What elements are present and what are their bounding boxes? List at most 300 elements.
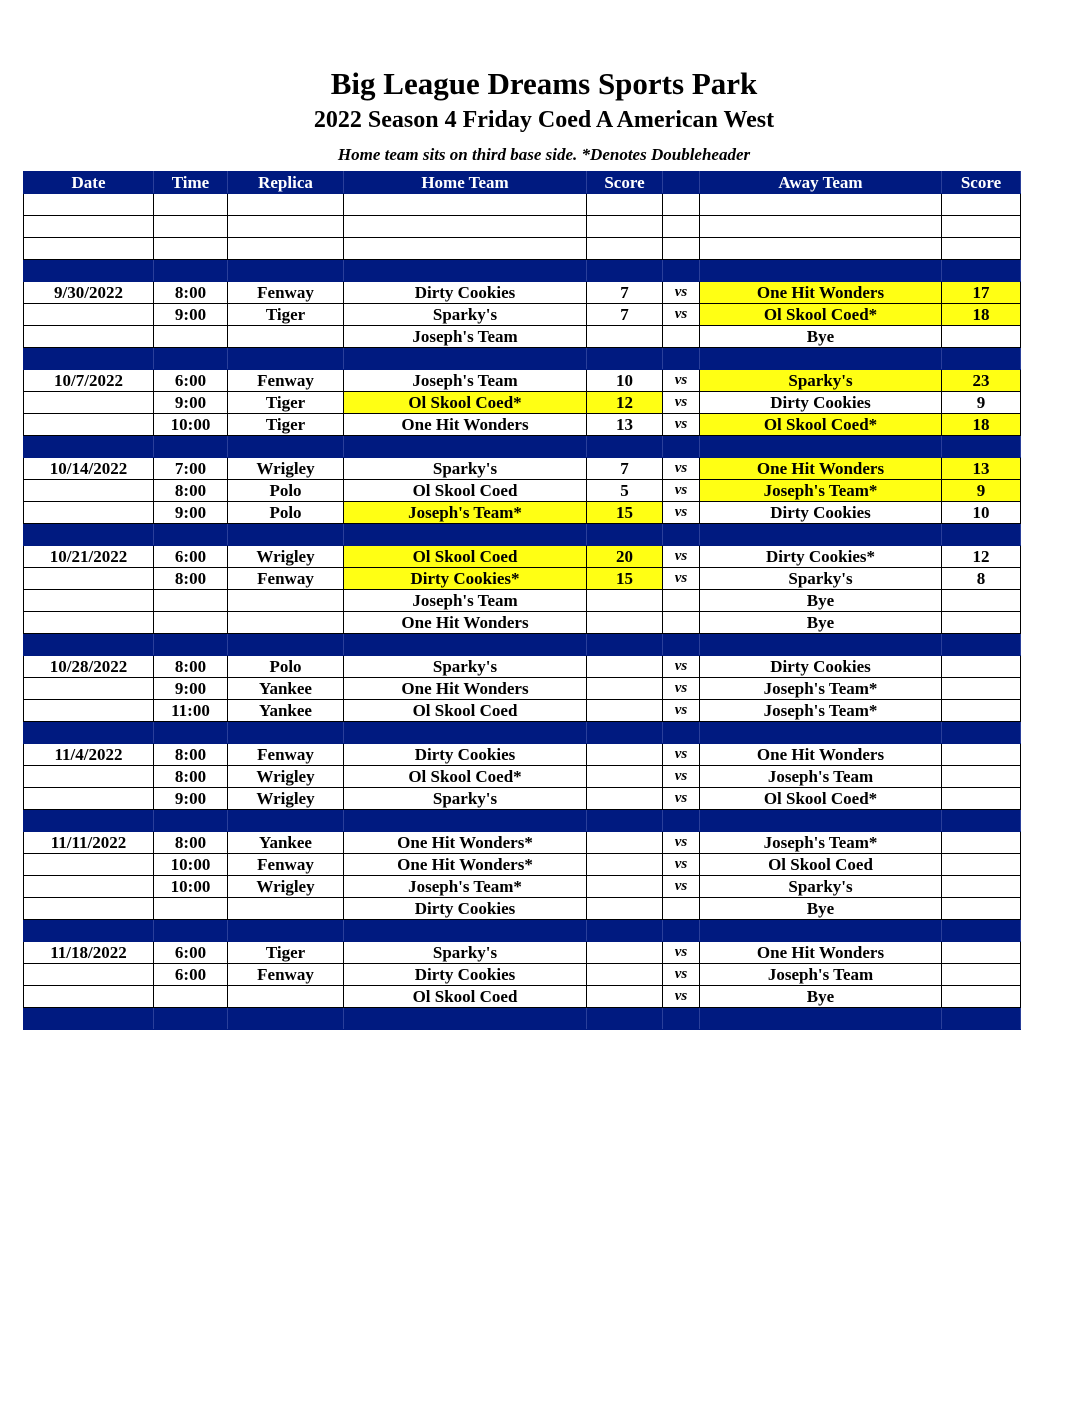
cell-vs bbox=[663, 590, 700, 612]
cell-vs: vs bbox=[663, 832, 700, 854]
cell-vs: vs bbox=[663, 678, 700, 700]
cell-vs: vs bbox=[663, 480, 700, 502]
cell-time: 6:00 bbox=[154, 370, 228, 392]
cell-vs bbox=[663, 612, 700, 634]
cell-vs: vs bbox=[663, 854, 700, 876]
cell-time: 8:00 bbox=[154, 832, 228, 854]
cell-away-team: Bye bbox=[700, 590, 942, 612]
cell-away-team bbox=[700, 810, 942, 832]
cell-time bbox=[154, 326, 228, 348]
cell-time: 6:00 bbox=[154, 942, 228, 964]
cell-away-team: One Hit Wonders bbox=[700, 744, 942, 766]
cell-home-team: Ol Skool Coed* bbox=[344, 392, 587, 414]
cell-away-score bbox=[942, 436, 1021, 458]
week-separator-row bbox=[24, 260, 1021, 282]
cell-date bbox=[24, 568, 154, 590]
cell-away-score bbox=[942, 898, 1021, 920]
cell-date: 9/30/2022 bbox=[24, 282, 154, 304]
cell-time bbox=[154, 524, 228, 546]
cell-replica bbox=[228, 194, 344, 216]
cell-home-score: 7 bbox=[587, 282, 663, 304]
cell-away-team: Dirty Cookies* bbox=[700, 546, 942, 568]
cell-replica: Wrigley bbox=[228, 788, 344, 810]
cell-time bbox=[154, 986, 228, 1008]
cell-away-score bbox=[942, 722, 1021, 744]
cell-away-team: Dirty Cookies bbox=[700, 656, 942, 678]
cell-date bbox=[24, 700, 154, 722]
cell-time: 6:00 bbox=[154, 546, 228, 568]
cell-home-score: 7 bbox=[587, 458, 663, 480]
cell-date: 11/11/2022 bbox=[24, 832, 154, 854]
cell-vs: vs bbox=[663, 656, 700, 678]
col-header-away-score: Score bbox=[942, 172, 1021, 194]
cell-home-team bbox=[344, 436, 587, 458]
cell-away-team bbox=[700, 722, 942, 744]
cell-date bbox=[24, 898, 154, 920]
game-row bbox=[24, 502, 1021, 524]
cell-away-team: Ol Skool Coed bbox=[700, 854, 942, 876]
cell-away-score bbox=[942, 1008, 1021, 1030]
cell-replica bbox=[228, 326, 344, 348]
cell-home-team bbox=[344, 722, 587, 744]
cell-time: 8:00 bbox=[154, 568, 228, 590]
cell-away-score bbox=[942, 260, 1021, 282]
cell-away-score bbox=[942, 964, 1021, 986]
cell-time bbox=[154, 722, 228, 744]
game-row bbox=[24, 568, 1021, 590]
cell-home-score bbox=[587, 436, 663, 458]
week-separator-row bbox=[24, 348, 1021, 370]
cell-time: 8:00 bbox=[154, 656, 228, 678]
cell-vs: vs bbox=[663, 788, 700, 810]
cell-replica: Polo bbox=[228, 480, 344, 502]
cell-away-team: Ol Skool Coed* bbox=[700, 414, 942, 436]
cell-vs bbox=[663, 722, 700, 744]
cell-home-team bbox=[344, 524, 587, 546]
cell-away-team: Joseph's Team* bbox=[700, 700, 942, 722]
cell-away-score: 23 bbox=[942, 370, 1021, 392]
cell-vs bbox=[663, 436, 700, 458]
cell-replica: Polo bbox=[228, 502, 344, 524]
cell-away-team: Ol Skool Coed* bbox=[700, 304, 942, 326]
col-header-home-score: Score bbox=[587, 172, 663, 194]
cell-away-score bbox=[942, 920, 1021, 942]
cell-date bbox=[24, 810, 154, 832]
cell-date: 11/4/2022 bbox=[24, 744, 154, 766]
cell-away-team bbox=[700, 436, 942, 458]
game-row bbox=[24, 766, 1021, 788]
cell-away-score bbox=[942, 238, 1021, 260]
cell-replica: Yankee bbox=[228, 832, 344, 854]
cell-replica bbox=[228, 722, 344, 744]
cell-date bbox=[24, 480, 154, 502]
cell-replica bbox=[228, 612, 344, 634]
cell-replica bbox=[228, 810, 344, 832]
cell-home-score bbox=[587, 1008, 663, 1030]
cell-away-team bbox=[700, 920, 942, 942]
cell-away-score bbox=[942, 678, 1021, 700]
cell-home-team: Ol Skool Coed bbox=[344, 546, 587, 568]
blank-row bbox=[24, 194, 1021, 216]
cell-replica bbox=[228, 260, 344, 282]
cell-away-score: 13 bbox=[942, 458, 1021, 480]
game-row bbox=[24, 282, 1021, 304]
cell-time: 8:00 bbox=[154, 744, 228, 766]
cell-home-score: 20 bbox=[587, 546, 663, 568]
cell-away-team: One Hit Wonders bbox=[700, 282, 942, 304]
schedule-note: Home team sits on third base side. *Denotes Doubleheader bbox=[337, 145, 751, 164]
cell-replica: Tiger bbox=[228, 942, 344, 964]
cell-away-score bbox=[942, 216, 1021, 238]
cell-time: 8:00 bbox=[154, 480, 228, 502]
cell-home-team bbox=[344, 1008, 587, 1030]
cell-home-team: Joseph's Team* bbox=[344, 876, 587, 898]
cell-home-score: 15 bbox=[587, 568, 663, 590]
cell-vs bbox=[663, 194, 700, 216]
cell-away-score bbox=[942, 766, 1021, 788]
cell-vs: vs bbox=[663, 876, 700, 898]
week-separator-row bbox=[24, 722, 1021, 744]
cell-home-team: Sparky's bbox=[344, 458, 587, 480]
cell-replica bbox=[228, 348, 344, 370]
cell-vs: vs bbox=[663, 986, 700, 1008]
cell-home-score bbox=[587, 788, 663, 810]
cell-away-score bbox=[942, 876, 1021, 898]
game-row bbox=[24, 656, 1021, 678]
cell-date bbox=[24, 524, 154, 546]
cell-home-score bbox=[587, 260, 663, 282]
cell-away-score bbox=[942, 942, 1021, 964]
cell-away-score: 17 bbox=[942, 282, 1021, 304]
cell-date bbox=[24, 260, 154, 282]
cell-date bbox=[24, 986, 154, 1008]
cell-away-team: Bye bbox=[700, 326, 942, 348]
cell-replica bbox=[228, 436, 344, 458]
cell-date bbox=[24, 788, 154, 810]
game-row bbox=[24, 964, 1021, 986]
cell-replica: Fenway bbox=[228, 964, 344, 986]
cell-vs bbox=[663, 260, 700, 282]
cell-vs: vs bbox=[663, 370, 700, 392]
page-title: Big League Dreams Sports Park bbox=[330, 66, 758, 101]
cell-away-team: Sparky's bbox=[700, 876, 942, 898]
cell-home-team bbox=[344, 920, 587, 942]
cell-vs: vs bbox=[663, 700, 700, 722]
week-separator-row bbox=[24, 436, 1021, 458]
cell-home-team: One Hit Wonders bbox=[344, 612, 587, 634]
cell-home-team: Sparky's bbox=[344, 942, 587, 964]
week-separator-row bbox=[24, 920, 1021, 942]
game-row bbox=[24, 458, 1021, 480]
cell-vs: vs bbox=[663, 414, 700, 436]
cell-time: 10:00 bbox=[154, 854, 228, 876]
cell-date: 11/18/2022 bbox=[24, 942, 154, 964]
cell-vs bbox=[663, 634, 700, 656]
cell-date: 10/14/2022 bbox=[24, 458, 154, 480]
cell-away-team: Bye bbox=[700, 986, 942, 1008]
cell-home-score bbox=[587, 612, 663, 634]
week-separator-row bbox=[24, 1008, 1021, 1030]
cell-away-score: 9 bbox=[942, 392, 1021, 414]
game-row bbox=[24, 546, 1021, 568]
cell-away-team bbox=[700, 216, 942, 238]
cell-home-team: Joseph's Team bbox=[344, 370, 587, 392]
cell-home-team: Ol Skool Coed bbox=[344, 480, 587, 502]
game-row bbox=[24, 744, 1021, 766]
cell-home-score bbox=[587, 348, 663, 370]
game-row bbox=[24, 898, 1021, 920]
cell-time bbox=[154, 612, 228, 634]
cell-away-team: Bye bbox=[700, 898, 942, 920]
cell-date bbox=[24, 326, 154, 348]
game-row bbox=[24, 480, 1021, 502]
cell-time: 10:00 bbox=[154, 414, 228, 436]
cell-date bbox=[24, 414, 154, 436]
cell-home-score bbox=[587, 194, 663, 216]
cell-replica: Fenway bbox=[228, 282, 344, 304]
cell-home-score bbox=[587, 898, 663, 920]
cell-home-score bbox=[587, 216, 663, 238]
cell-time: 9:00 bbox=[154, 788, 228, 810]
cell-date bbox=[24, 612, 154, 634]
cell-away-score bbox=[942, 700, 1021, 722]
cell-away-team: One Hit Wonders bbox=[700, 458, 942, 480]
cell-replica: Fenway bbox=[228, 744, 344, 766]
cell-home-score bbox=[587, 920, 663, 942]
cell-time: 9:00 bbox=[154, 502, 228, 524]
cell-vs: vs bbox=[663, 502, 700, 524]
cell-away-score: 8 bbox=[942, 568, 1021, 590]
cell-replica bbox=[228, 216, 344, 238]
cell-home-team: Sparky's bbox=[344, 788, 587, 810]
cell-vs: vs bbox=[663, 546, 700, 568]
cell-away-score bbox=[942, 656, 1021, 678]
cell-replica bbox=[228, 238, 344, 260]
cell-home-score: 13 bbox=[587, 414, 663, 436]
cell-home-team: One Hit Wonders bbox=[344, 678, 587, 700]
page-subtitle: 2022 Season 4 Friday Coed A American West bbox=[313, 107, 775, 133]
cell-date bbox=[24, 194, 154, 216]
cell-replica: Yankee bbox=[228, 678, 344, 700]
cell-date bbox=[24, 590, 154, 612]
cell-home-team: Dirty Cookies bbox=[344, 744, 587, 766]
cell-away-score bbox=[942, 634, 1021, 656]
cell-date bbox=[24, 238, 154, 260]
cell-home-score bbox=[587, 744, 663, 766]
cell-away-score bbox=[942, 832, 1021, 854]
cell-date bbox=[24, 876, 154, 898]
cell-away-score bbox=[942, 612, 1021, 634]
cell-vs bbox=[663, 348, 700, 370]
cell-away-team: Joseph's Team bbox=[700, 766, 942, 788]
cell-replica: Fenway bbox=[228, 854, 344, 876]
cell-time: 6:00 bbox=[154, 964, 228, 986]
cell-away-team: Dirty Cookies bbox=[700, 502, 942, 524]
cell-away-team bbox=[700, 238, 942, 260]
cell-date bbox=[24, 722, 154, 744]
game-row bbox=[24, 326, 1021, 348]
cell-home-team bbox=[344, 348, 587, 370]
cell-vs: vs bbox=[663, 282, 700, 304]
cell-vs: vs bbox=[663, 568, 700, 590]
cell-home-team bbox=[344, 260, 587, 282]
cell-home-score: 10 bbox=[587, 370, 663, 392]
cell-away-team bbox=[700, 348, 942, 370]
cell-time bbox=[154, 590, 228, 612]
cell-home-team bbox=[344, 194, 587, 216]
week-separator-row bbox=[24, 524, 1021, 546]
cell-away-team: Sparky's bbox=[700, 370, 942, 392]
schedule-table bbox=[23, 171, 1021, 1030]
cell-date bbox=[24, 436, 154, 458]
cell-date bbox=[24, 854, 154, 876]
cell-away-team bbox=[700, 260, 942, 282]
cell-time bbox=[154, 810, 228, 832]
cell-home-team: Sparky's bbox=[344, 656, 587, 678]
game-row bbox=[24, 678, 1021, 700]
cell-home-team: Joseph's Team* bbox=[344, 502, 587, 524]
game-row bbox=[24, 832, 1021, 854]
cell-away-team: Ol Skool Coed* bbox=[700, 788, 942, 810]
cell-home-score bbox=[587, 524, 663, 546]
schedule-body bbox=[24, 194, 1021, 1030]
cell-time: 9:00 bbox=[154, 392, 228, 414]
cell-away-team: Joseph's Team* bbox=[700, 678, 942, 700]
game-row bbox=[24, 986, 1021, 1008]
cell-away-team: Bye bbox=[700, 612, 942, 634]
game-row bbox=[24, 414, 1021, 436]
cell-replica: Tiger bbox=[228, 304, 344, 326]
cell-vs: vs bbox=[663, 744, 700, 766]
cell-date bbox=[24, 348, 154, 370]
cell-time bbox=[154, 238, 228, 260]
cell-vs bbox=[663, 1008, 700, 1030]
cell-home-score bbox=[587, 766, 663, 788]
cell-home-team: Ol Skool Coed bbox=[344, 986, 587, 1008]
game-row bbox=[24, 788, 1021, 810]
cell-away-score: 18 bbox=[942, 304, 1021, 326]
cell-home-team bbox=[344, 238, 587, 260]
cell-away-score bbox=[942, 524, 1021, 546]
header-row bbox=[24, 172, 1021, 194]
cell-time: 8:00 bbox=[154, 282, 228, 304]
cell-home-team bbox=[344, 634, 587, 656]
cell-date bbox=[24, 304, 154, 326]
cell-home-score bbox=[587, 700, 663, 722]
cell-time bbox=[154, 920, 228, 942]
game-row bbox=[24, 854, 1021, 876]
cell-replica: Wrigley bbox=[228, 876, 344, 898]
cell-away-score bbox=[942, 810, 1021, 832]
cell-vs: vs bbox=[663, 392, 700, 414]
cell-home-score: 15 bbox=[587, 502, 663, 524]
cell-home-team: One Hit Wonders* bbox=[344, 832, 587, 854]
col-header-away-team: Away Team bbox=[700, 172, 942, 194]
cell-away-score bbox=[942, 348, 1021, 370]
cell-home-team: One Hit Wonders* bbox=[344, 854, 587, 876]
game-row bbox=[24, 700, 1021, 722]
cell-home-team: Ol Skool Coed bbox=[344, 700, 587, 722]
cell-replica: Yankee bbox=[228, 700, 344, 722]
cell-home-team bbox=[344, 810, 587, 832]
cell-home-team: Dirty Cookies bbox=[344, 964, 587, 986]
cell-time: 11:00 bbox=[154, 700, 228, 722]
cell-replica bbox=[228, 590, 344, 612]
cell-vs bbox=[663, 898, 700, 920]
game-row bbox=[24, 612, 1021, 634]
cell-vs bbox=[663, 810, 700, 832]
cell-away-team: Joseph's Team bbox=[700, 964, 942, 986]
game-row bbox=[24, 942, 1021, 964]
cell-home-score bbox=[587, 986, 663, 1008]
cell-time bbox=[154, 1008, 228, 1030]
cell-home-team: Joseph's Team bbox=[344, 326, 587, 348]
cell-home-score bbox=[587, 722, 663, 744]
cell-date bbox=[24, 634, 154, 656]
game-row bbox=[24, 876, 1021, 898]
cell-away-score: 12 bbox=[942, 546, 1021, 568]
game-row bbox=[24, 304, 1021, 326]
cell-replica bbox=[228, 524, 344, 546]
game-row bbox=[24, 590, 1021, 612]
cell-home-score bbox=[587, 678, 663, 700]
cell-home-score bbox=[587, 326, 663, 348]
cell-vs bbox=[663, 216, 700, 238]
cell-home-score: 7 bbox=[587, 304, 663, 326]
cell-home-score bbox=[587, 876, 663, 898]
cell-time bbox=[154, 260, 228, 282]
cell-home-score bbox=[587, 964, 663, 986]
cell-away-team: Dirty Cookies bbox=[700, 392, 942, 414]
cell-home-team: Dirty Cookies* bbox=[344, 568, 587, 590]
cell-replica: Tiger bbox=[228, 392, 344, 414]
cell-away-team: Sparky's bbox=[700, 568, 942, 590]
cell-date bbox=[24, 502, 154, 524]
cell-replica: Fenway bbox=[228, 568, 344, 590]
cell-time bbox=[154, 216, 228, 238]
cell-away-score bbox=[942, 854, 1021, 876]
cell-home-score bbox=[587, 810, 663, 832]
cell-vs bbox=[663, 238, 700, 260]
cell-vs: vs bbox=[663, 942, 700, 964]
blank-row bbox=[24, 216, 1021, 238]
cell-date bbox=[24, 678, 154, 700]
cell-home-score bbox=[587, 832, 663, 854]
cell-time bbox=[154, 194, 228, 216]
cell-time: 9:00 bbox=[154, 304, 228, 326]
cell-home-score bbox=[587, 590, 663, 612]
cell-away-score bbox=[942, 326, 1021, 348]
col-header-vs bbox=[663, 172, 700, 194]
cell-home-score bbox=[587, 634, 663, 656]
cell-vs: vs bbox=[663, 304, 700, 326]
cell-vs: vs bbox=[663, 964, 700, 986]
cell-time: 10:00 bbox=[154, 876, 228, 898]
cell-date bbox=[24, 392, 154, 414]
cell-replica bbox=[228, 1008, 344, 1030]
cell-replica: Wrigley bbox=[228, 546, 344, 568]
cell-date: 10/21/2022 bbox=[24, 546, 154, 568]
cell-home-score: 5 bbox=[587, 480, 663, 502]
cell-away-team bbox=[700, 1008, 942, 1030]
cell-home-score bbox=[587, 238, 663, 260]
game-row bbox=[24, 370, 1021, 392]
cell-time: 9:00 bbox=[154, 678, 228, 700]
week-separator-row bbox=[24, 634, 1021, 656]
cell-replica bbox=[228, 920, 344, 942]
cell-home-team: Dirty Cookies bbox=[344, 282, 587, 304]
cell-time bbox=[154, 898, 228, 920]
